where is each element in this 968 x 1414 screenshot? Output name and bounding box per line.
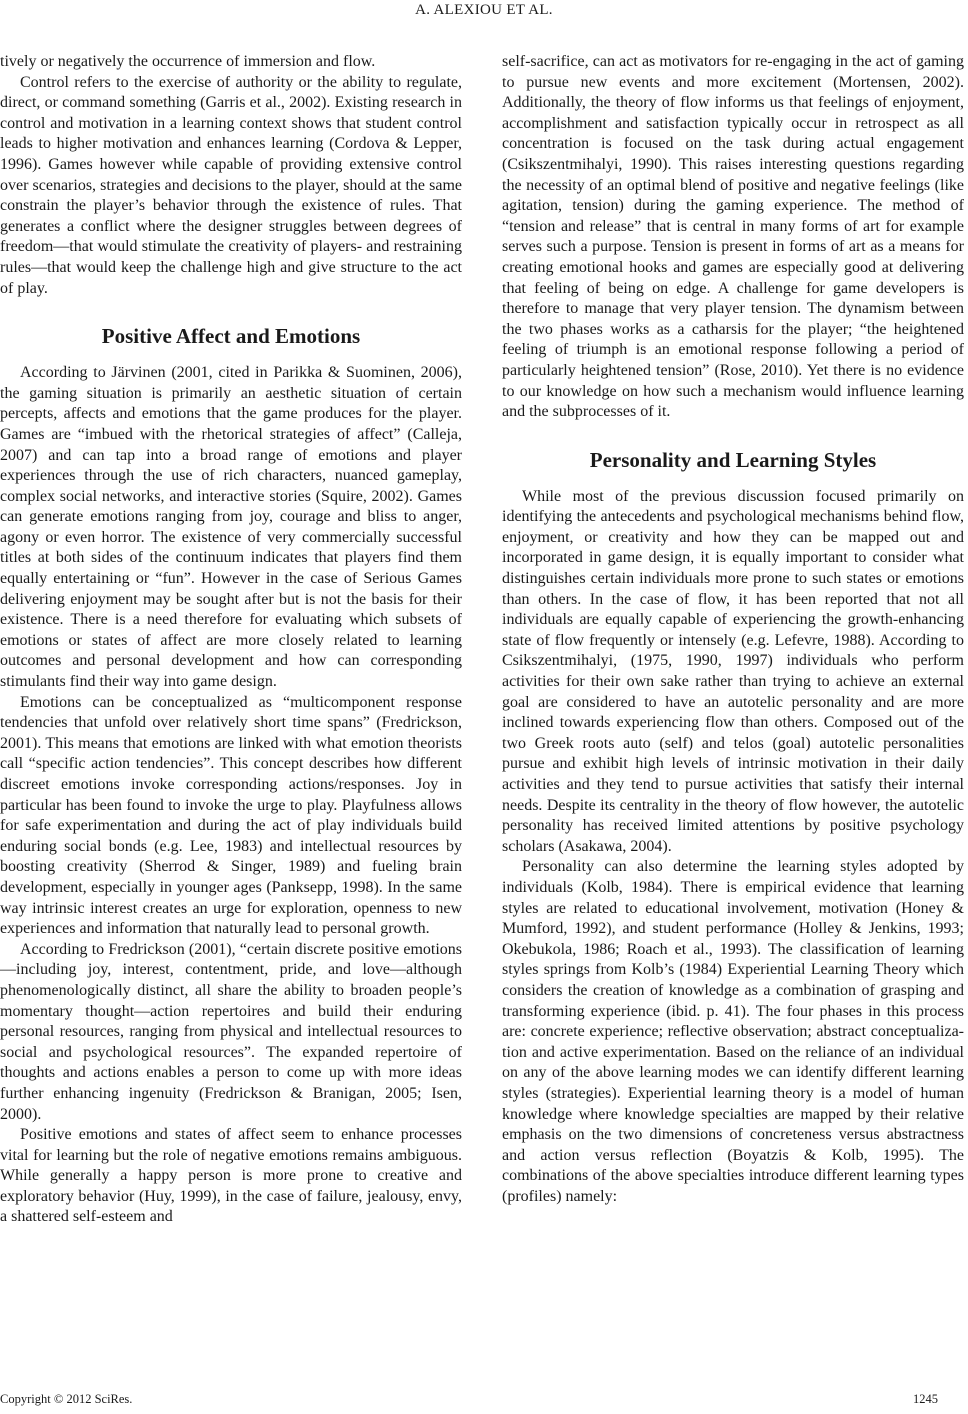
paragraph: self-sacrifice, can act as motivators for re-engaging in the act of gaming to pursue new events and more excitement (Mortensen, 2002). Additionally, the theory of flow informs us that feelings of enjoyment, accomplishment and satisfaction typically occur in retrospect as all concentration is focused on the task during actual engagement (Csikszentmihalyi, 1990). This raises interesting questions regarding the necessity of an optimal blend of positive and negative feelings (like agitation, tension) during the gaming experience. The method of “tension and release” that is central in many forms of art for example serves such a purpose. Tension is present in forms of art as a means for creating emotional hooks and games are especially good at delivering that feeling of being on edge. A challenge for game developers is therefore to manage that very player tension. The dynamism between the two phases works as a catharsis for the player; “the heightened feeling of triumph is an emotional response following a period of particularly heightened tension” (Rose, 2010). Yet there is no evidence to our knowledge on how such a mechanism would influence learning and the subprocesses of it. bbox=[502, 53, 964, 421]
running-header bbox=[0, 0, 968, 20]
section-heading: Positive Affect and Emotions bbox=[101, 324, 361, 349]
left-column bbox=[0, 52, 462, 1228]
paragraph: According to Järvinen (2001, cited in Parikka & Suominen, 2006), the gaming situation is primarily an aesthetic situation of certain percepts, affects and emotions that the game produces for the player. Games are “imbued with the rhetorical strategies of affect” (Calleja, 2007) and can tap into a broad range of emotions and player experiences through the use of rich characters, nuanced gameplay, complex social networks, and interactive stories (Squire, 2002). Games can generate emotions ranging from joy, courage and bliss to anger, agony or even horror. The existence of very commercially successful titles at both sides of the continuum indicates that players find them equally entertaining or “fun”. However in the case of Serious Games delivering enjoyment may be sought after but is not the basis for their existence. There is a need therefore for evaluating which subsets of emotions or states of affect are more closely related to learning outcomes and personal development and how can corresponding stimulants find their way into game design. bbox=[0, 364, 462, 691]
paragraph: According to Fredrickson (2001), “certain discrete positive emotions—including joy, interest, contentment, pride, and love—although phenomenologically distinct, all share the ability to broaden people’s momentary thought—action repertoires and build their enduring personal resources, ranging from physical and intellectual resources to social and psychological resources”. The expanded repertoire of thoughts and actions enables a person to come up with more ideas further enhancing ingenuity (Fredrickson & Branigan, 2005; Isen, 2000). bbox=[0, 940, 462, 1123]
copyright-notice: Copyright © 2012 SciRes. bbox=[0, 1392, 133, 1406]
paragraph: Personality can also determine the learning styles adopted by individuals (Kolb, 1984). There is empirical evidence that learning styles are related to educational involvement, motivation (Honey & Mumford, 1992), and student performance (Holley & Jenkins, 1993; Okebukola, 1986; Roach et al., 1993). The classification of learning styles springs from Kolb’s (1984) Experiential Learning Theory which considers the creation of knowledge as a combination of grasping and transforming experience (ibid. p. 41). The four phases in this process are: concrete experience; reflective observation; abstract conceptualization and active experimentation. Based on the reliance of an individual on any of the above learning modes we can identify different learning styles (strategies). Experiential learning theory is a model of human knowledge where knowledge specialties are mapped by their relative emphasis on the two dimensions of concreteness versus abstractness and action versus reflection (Boyatzis & Kolb, 1995). The combinations of the above specialties introduce different learning types (profiles) namely: bbox=[502, 858, 964, 1205]
right-column bbox=[502, 52, 964, 1207]
paragraph: Positive emotions and states of affect seem to enhance processes vital for learning but the role of negative emotions remains ambiguous. While generally a happy person is more prone to creative and exploratory behavior (Huy, 1999), in the case of failure, jealousy, envy, a shattered self-esteem and bbox=[0, 1126, 462, 1226]
paragraph: Emotions can be conceptualized as “multicomponent response tendencies that unfold over relatively short time spans” (Fredrickson, 2001). This means that emotions are linked with what emotion theorists call “specific action tendencies”. This concept describes how different discreet emotions invoke corresponding actions/responses. Joy in particular has been found to invoke the urge to play. Playfulness allows for safe experimentation and during the act of play individuals build enduring social bonds (e.g. Lee, 1983) and intellectual resources by boosting creativity (Sherrod & Singer, 1989) and fueling brain development, especially in younger ages (Panksepp, 1998). In the same way intrinsic interest creates an urge for exploration, openness to new experiences and information that naturally lead to personal growth. bbox=[0, 693, 462, 938]
section-heading: Personality and Learning Styles bbox=[589, 447, 877, 472]
paragraph: Control refers to the exercise of authority or the ability to regulate, direct, or command something (Garris et al., 2002). Existing research in control and motivation in a learning context shows that student control leads to higher motivation and enhances learning (Cordova & Lepper, 1996). Games however while capable of providing extensive control over scenarios, strategies and decisions to the player, should at the same constrain the player’s behavior through the existence of rules. That generates a conflict where the designer struggles between degrees of freedom—that would stimulate the creativity of players- and restraining rules—that would keep the challenge high and give structure to the act of play. bbox=[0, 73, 462, 297]
running-title: A. ALEXIOU ET AL. bbox=[415, 2, 553, 18]
paragraph: tively or negatively the occurrence of immersion and flow. bbox=[0, 53, 376, 70]
page-number: 1245 bbox=[913, 1392, 938, 1406]
paragraph: While most of the previous discussion focused primarily on identifying the antecedents and psychological mechanisms behind flow, enjoyment, or creativity and how they can be mapped out and incorporated in game design, it is equally important to consider what distinguishes certain individuals more prone to such states or emotions than others. In the case of flow, it has been reported that not all individuals are equally capable of experiencing the growth-enhancing state of flow frequently or intensely (e.g. Lefevre, 1988). According to Csikszentmihalyi, (1975, 1990, 1997) individuals who perform activities for their own sake rather than trying to achieve an external goal are considered to have an autotelic personality and are more inclined towards experiencing flow than others. Composed out of the two Greek roots auto (self) and telos (goal) autotelic personalities pursue and exhibit high levels of intrinsic motivation in their daily activities and they tend to pursue activities that satisfy their internal needs. Despite its centrality in the theory of flow however, the autotelic personality has received limited attentions by positive psychology scholars (Asakawa, 2004). bbox=[502, 487, 964, 855]
